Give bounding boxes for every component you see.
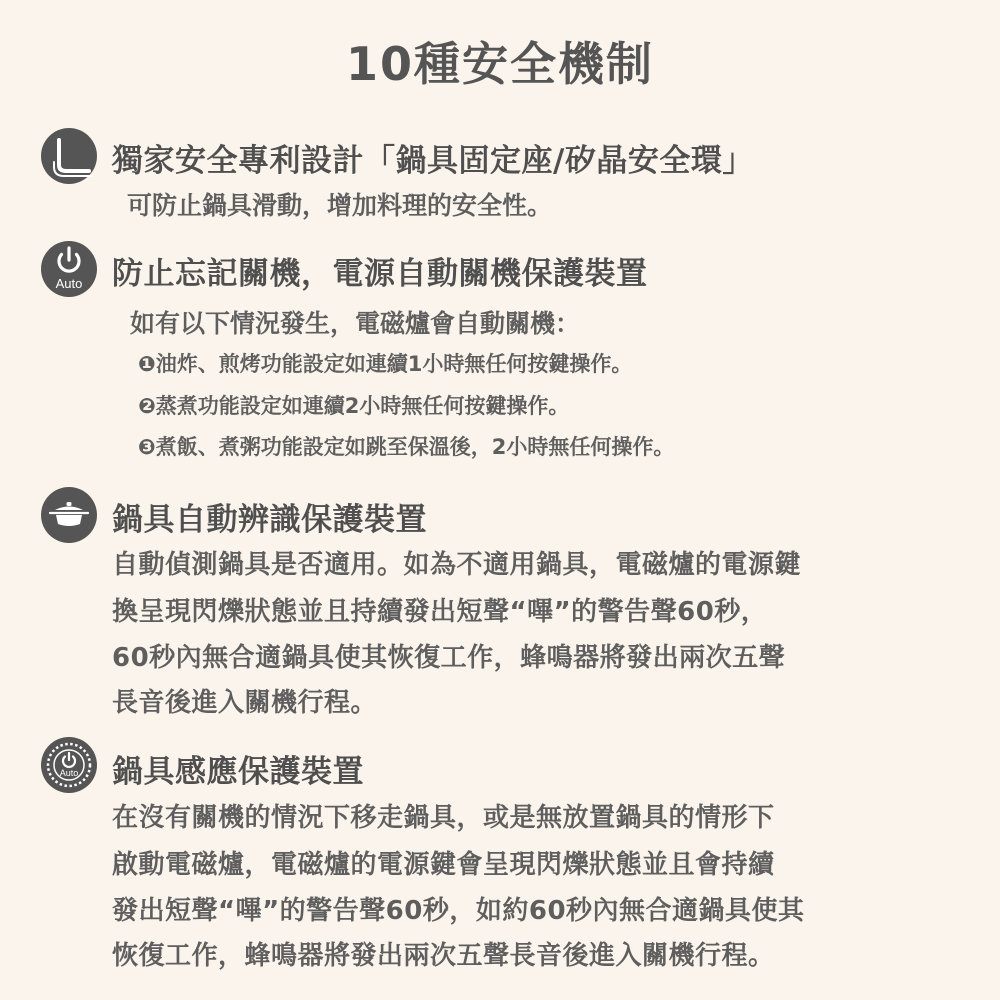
section-text: 換呈現閃爍狀態並且持續發出短聲“嗶”的警告聲60秒， [112, 597, 768, 627]
pot-base-ring-icon [40, 127, 98, 185]
page-title: 10種安全機制 [345, 37, 654, 91]
section-text: 長音後進入關機行程。 [112, 688, 378, 718]
section-text: 如有以下情況發生，電磁爐會自動關機： [130, 309, 581, 338]
section-text: 自動偵測鍋具是否適用。如為不適用鍋具，電磁爐的電源鍵 [112, 550, 802, 580]
section-text: 發出短聲“嗶”的警告聲60秒，如約60秒內無合適鍋具使其 [112, 896, 805, 926]
section-text: 啟動電磁爐，電磁爐的電源鍵會呈現閃爍狀態並且會持續 [112, 850, 775, 880]
section-heading-patent: 獨家安全專利設計「鍋具固定座/矽晶安全環」 [112, 143, 754, 179]
section-heading-auto-shutoff: 防止忘記關機，電源自動關機保護裝置 [112, 256, 648, 292]
section-text: 在沒有關機的情況下移走鍋具，或是無放置鍋具的情形下 [112, 803, 775, 833]
section-heading-pot-detect: 鍋具自動辨識保護裝置 [112, 502, 427, 538]
section-text: 恢復工作，蜂鳴器將發出兩次五聲長音後進入關機行程。 [112, 941, 775, 971]
power-auto-icon [40, 240, 98, 298]
list-item: ❶油炸、煎烤功能設定如連續1小時無任何按鍵操作。 [138, 352, 633, 376]
svg-text:Auto: Auto [59, 768, 79, 778]
section-heading-pot-sensing: 鍋具感應保護裝置 [112, 754, 364, 790]
pot-icon [40, 486, 98, 544]
list-item: ❷蒸煮功能設定如連續2小時無任何按鍵操作。 [138, 394, 570, 418]
section-text: 60秒內無合適鍋具使其恢復工作，蜂鳴器將發出兩次五聲 [112, 643, 786, 673]
power-dial-auto-icon [40, 736, 98, 794]
section-text: 可防止鍋具滑動，增加料理的安全性。 [127, 191, 553, 220]
svg-text:Auto: Auto [55, 276, 83, 291]
list-item: ❸煮飯、煮粥功能設定如跳至保溫後，2小時無任何操作。 [138, 435, 675, 459]
